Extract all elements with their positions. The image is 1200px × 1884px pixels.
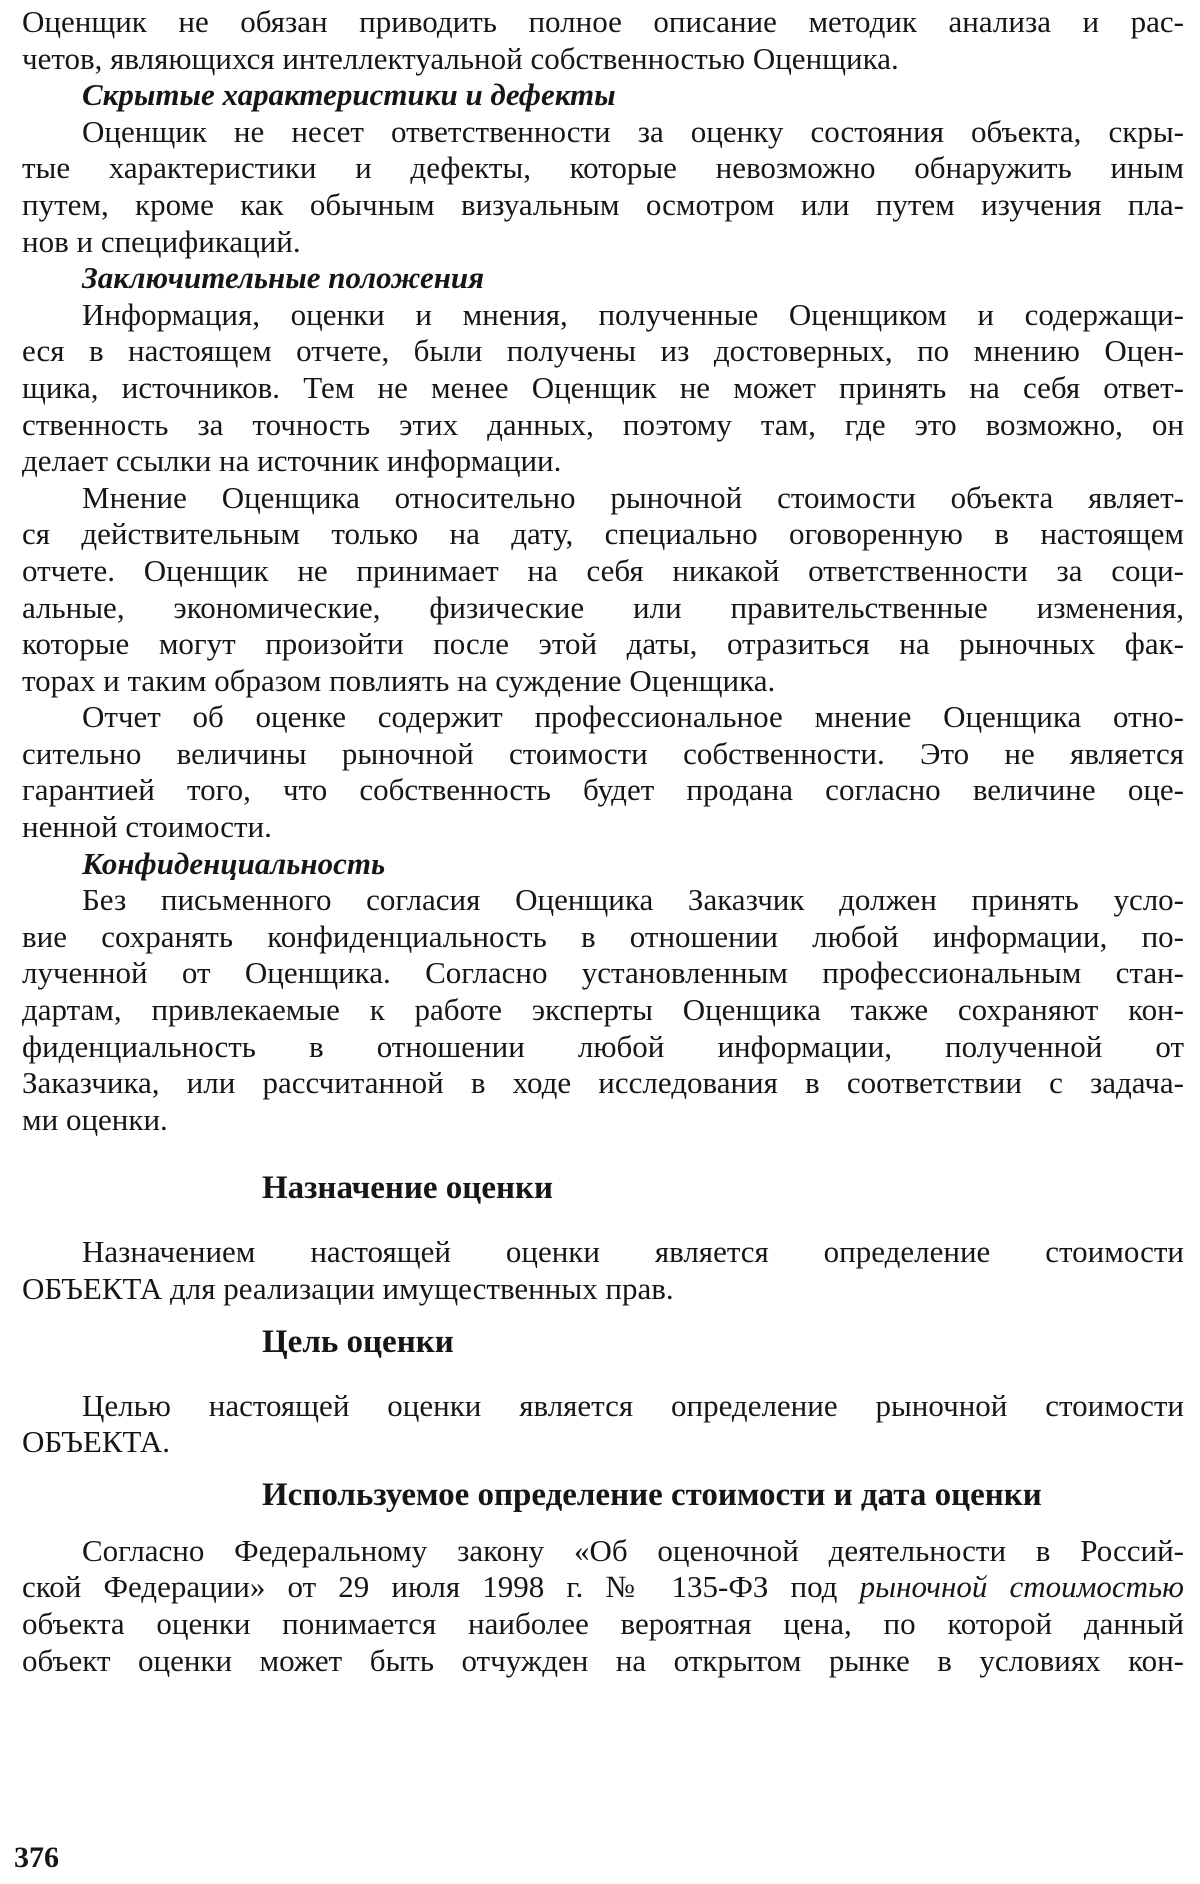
text-fragment: ской Федерации» от 29 июля 1998 г. № 135-ФЗ под [22, 1569, 860, 1605]
text-line [22, 1569, 1184, 1606]
text-line: отчете. Оценщик не принимает на себя никакой ответственности за соци- [22, 552, 1184, 588]
subsection-title: Заключительные положения [82, 260, 485, 296]
spacer [22, 1461, 1184, 1475]
text-line: объект оценки может быть отчужден на открытом рынке в условиях кон- [22, 1642, 1184, 1678]
text-line: ми оценки. [22, 1101, 168, 1137]
section-heading: Назначение оценки [262, 1170, 554, 1207]
spacer [22, 1138, 1184, 1168]
section-heading: Используемое определение стоимости и дата оценки [262, 1476, 1042, 1513]
page-number: 376 [14, 1841, 59, 1874]
text-line: ОБЪЕКТА. [22, 1424, 171, 1460]
text-line: ОБЪЕКТА для реализации имущественных прав. [22, 1271, 674, 1306]
spacer [22, 1208, 1184, 1234]
italic-term: рыночной стоимостью [859, 1569, 1185, 1605]
text-line: Без письменного согласия Оценщика Заказчик должен принять усло- [82, 882, 1184, 918]
text-line: ственность за точность этих данных, поэтому там, где это возможно, он [22, 406, 1184, 442]
text-line: объекта оценки понимается наиболее вероятная цена, по которой данный [22, 1605, 1184, 1641]
text-line: Оценщик не несет ответственности за оценку состояния объекта, скры- [82, 113, 1184, 149]
text-line: Заказчика, или рассчитанной в ходе исследования в соответствии с задача- [22, 1065, 1184, 1101]
text-line: Согласно Федеральному закону «Об оценочной деятельности в Россий- [82, 1532, 1184, 1568]
text-line: гарантией того, что собственность будет продана согласно величине оце- [22, 772, 1184, 808]
text-line: щика, источников. Тем не менее Оценщик не может принять на себя ответ- [22, 369, 1184, 405]
text-line: ненной стоимости. [22, 809, 272, 845]
document-page [22, 4, 1184, 1679]
text-line: Информация, оценки и мнения, полученные Оценщиком и содержащи- [82, 296, 1184, 332]
text-line: сительно величины рыночной стоимости собственности. Это не является [22, 735, 1184, 771]
text-line: Отчет об оценке содержит профессиональное мнение Оценщика отно- [82, 699, 1184, 735]
spacer [22, 1362, 1184, 1388]
text-line: торах и таким образом повлиять на суждение Оценщика. [22, 662, 776, 698]
subsection-title: Конфиденциальность [82, 845, 386, 881]
text-line: четов, являющихся интеллектуальной собственностью Оценщика. [22, 40, 899, 76]
text-line: нов и спецификаций. [22, 223, 301, 259]
text-line: ся действительным только на дату, специально оговоренную в настоящем [22, 516, 1184, 552]
text-line: которые могут произойти после этой даты, отразиться на рыночных фак- [22, 626, 1184, 662]
text-line: вие сохранять конфиденциальность в отношении любой информации, по- [22, 918, 1184, 954]
section-heading: Цель оценки [262, 1323, 454, 1360]
text-line: лученной от Оценщика. Согласно установленным профессиональным стан- [22, 955, 1184, 991]
text-line: дартам, привлекаемые к работе эксперты Оценщика также сохраняют кон- [22, 992, 1184, 1028]
text-line: делает ссылки на источник информации. [22, 443, 562, 479]
subsection-title: Скрытые характеристики и дефекты [82, 77, 616, 113]
text-line: Мнение Оценщика относительно рыночной стоимости объекта являет- [82, 479, 1184, 515]
text-line: Целью настоящей оценки является определение рыночной стоимости [82, 1387, 1184, 1423]
spacer [22, 1308, 1184, 1322]
spacer [22, 1515, 1184, 1533]
text-line: Оценщик не обязан приводить полное описание методик анализа и рас- [22, 4, 1184, 39]
text-line: тые характеристики и дефекты, которые невозможно обнаружить иным [22, 150, 1184, 186]
text-line: путем, кроме как обычным визуальным осмотром или путем изучения пла- [22, 186, 1184, 222]
text-line: еся в настоящем отчете, были получены из достоверных, по мнению Оцен- [22, 333, 1184, 369]
text-line: фиденциальность в отношении любой информации, полученной от [22, 1028, 1184, 1064]
text-line: альные, экономические, физические или правительственные изменения, [22, 589, 1184, 625]
text-line: Назначением настоящей оценки является определение стоимости [82, 1234, 1184, 1270]
